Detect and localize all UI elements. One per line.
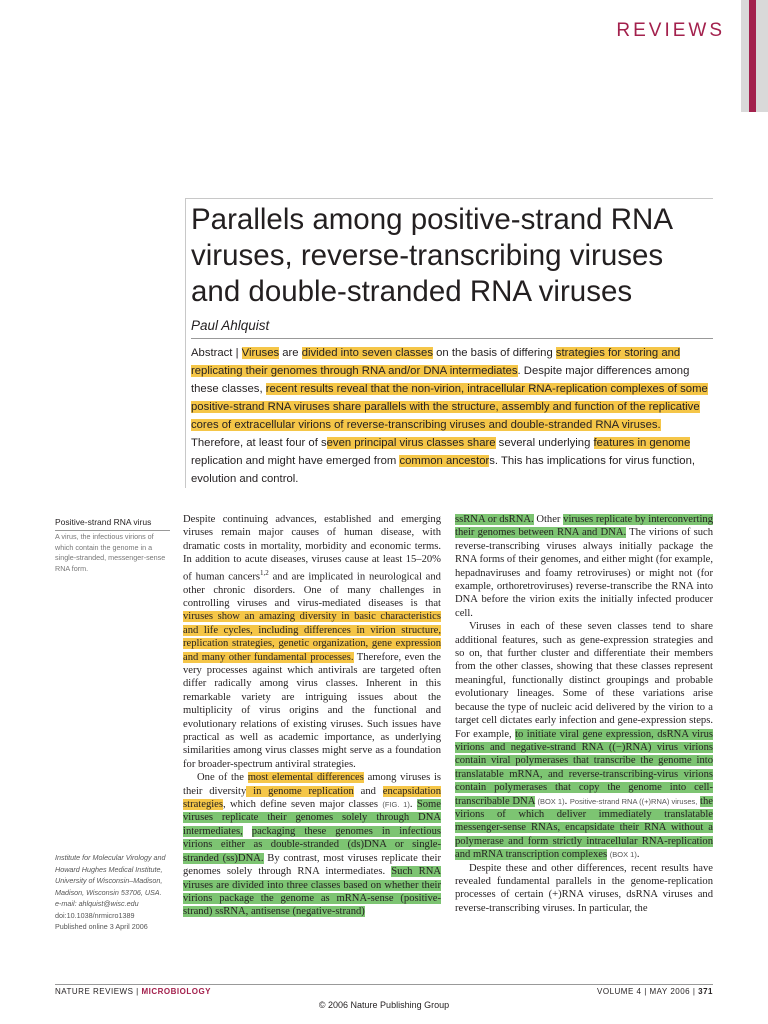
- text-run: .: [409, 799, 417, 811]
- glossary-divider: [55, 530, 170, 531]
- text-run: s. This has implications for virus function, evolution and control.: [191, 455, 696, 485]
- journal-name: [55, 987, 211, 996]
- text-run: Other: [533, 514, 564, 525]
- body-paragraph: [455, 620, 713, 861]
- highlighted-text: strategies for storing and replicating their genomes through RNA and/or DNA intermediates: [191, 347, 681, 377]
- journal-subject: MICROBIOLOGY: [141, 987, 212, 996]
- text-run: The virions of such reverse-transcribing viruses always initially package the RNA forms of their genomes, and either might (for example, hepadnaviruses and foamy retroviruses) or might not (for example, orthoretroviruses) reverse-transcribe the RNA into DNA before the virion exits the initially infected producer cell.: [455, 527, 713, 619]
- text-run: Abstract |: [191, 347, 242, 359]
- footer-divider: [55, 984, 713, 985]
- text-run: Despite these and other differences, recent results have revealed fundamental parallels in the genome-replication processes of certain (+)RNA viruses, dsRNA viruses and reverse-transcribing viruses. In particular, the: [455, 862, 713, 914]
- text-run: 1,2: [260, 568, 269, 577]
- text-run: Therefore, even the very processes against which antivirals are targeted often differ radically among virus classes. Inherent in this remarkable variety are intriguing issues about the multiplicity of virus origins and the functional and evolutionary relations of existing viruses. Such issues have practical as well as academic importance, as underlying similarities among virus classes might serve as a foundation for broader-spectrum antiviral strategies.: [183, 651, 441, 770]
- glossary-definition: A virus, the infectious virions of which contain the genome in a single-stranded, messenger-sense RNA form.: [55, 532, 166, 573]
- text-run: several underlying: [495, 437, 594, 449]
- text-run: One of the: [197, 772, 248, 784]
- highlighted-text: Such RNA viruses are divided into three classes based on whether their virions package the genome as mRNA-sense (positive-strand) ssRNA, antisense (negative-strand): [183, 866, 442, 918]
- highlighted-text: recent results reveal that the non-virion, intracellular RNA-replication complexes of some positive-strand RNA viruses share parallels with the structure, assembly and function of the replicative cores of extracellular virions of reverse-transcribing viruses and double-stranded RNA viruses.: [191, 383, 708, 431]
- body-paragraph: [183, 513, 441, 771]
- section-label: REVIEWS: [616, 20, 725, 41]
- title-frame-left-rule: [185, 198, 186, 488]
- text-run: , which define seven major classes: [223, 799, 383, 811]
- author-email[interactable]: e-mail: ahlquist@wisc.edu: [55, 899, 139, 908]
- glossary-term: Positive-strand RNA virus: [55, 517, 152, 527]
- reference-text: (BOX 1): [537, 796, 565, 806]
- highlighted-text: the virions of which deliver immediately translatable messenger-sense RNAs, encapsidate their RNA without a polymerase and form strictly intracellular RNA-replication and mRNA transcription complexes: [455, 795, 713, 861]
- highlighted-text: to initiate viral gene expression, dsRNA virus virions and negative-strand RNA ((−)RNA) virus virions contain viral polymerases that transcribe the genome into translatable mRNA, and reverse-transcribing-virus virions contain polymerases that copy the genome into cell-transcribable DNA: [455, 728, 714, 807]
- body-column-left: [183, 513, 441, 919]
- page-number: 371: [698, 987, 713, 996]
- body-paragraph: [455, 862, 713, 916]
- reference-text: (BOX 1): [609, 850, 637, 860]
- text-run: are: [279, 347, 302, 359]
- text-run: among viruses is their diversity: [183, 772, 442, 797]
- reference-text: Positive-strand RNA ((+)RNA) viruses,: [569, 796, 698, 806]
- highlighted-text: ssRNA or dsRNA.: [455, 514, 534, 525]
- highlighted-text: viruses replicate by interconverting their genomes between RNA and DNA.: [455, 514, 713, 539]
- text-run: .: [636, 849, 640, 861]
- highlighted-text: viruses show an amazing diversity in basic characteristics and life cycles, including differences in virion structure, replication strategies, genetic organization, gene expression and many other fundamental processes.: [183, 611, 441, 663]
- text-run: on the basis of differing: [432, 347, 556, 359]
- text-run: [243, 826, 252, 837]
- text-run: and are implicated in neurological and other chronic disorders. One of many challenges in controlling viruses and virus-mediated diseases is that: [183, 571, 441, 609]
- journal-separator: |: [133, 987, 142, 996]
- body-paragraph: [455, 513, 713, 620]
- journal-title: NATURE REVIEWS: [55, 987, 134, 996]
- title-frame-top-rule: [185, 198, 713, 199]
- text-run: and: [353, 785, 383, 797]
- text-run: replication and might have emerged from: [191, 455, 400, 467]
- highlighted-text: Some viruses replicate their genomes solely through DNA intermediates,: [183, 799, 441, 837]
- text-run: By contrast, most viruses replicate their genomes solely through RNA intermediates.: [183, 852, 441, 878]
- author-divider: [191, 338, 713, 339]
- article-doi[interactable]: doi:10.1038/nrmicro1389: [55, 910, 135, 920]
- volume-info: [520, 987, 713, 996]
- highlighted-text: most elemental differences: [247, 772, 364, 784]
- article-title: Parallels among positive-strand RNA viruses, reverse-transcribing viruses and double-stranded RNA viruses: [191, 203, 672, 308]
- page-edge-accent: [749, 0, 756, 112]
- highlighted-text: even principal virus classes share: [326, 437, 496, 449]
- volume-date: VOLUME 4 | MAY 2006 |: [597, 987, 699, 996]
- highlighted-text: packaging these genomes in infectious virions either as double-stranded (ds)DNA or single-stranded (ss)DNA.: [183, 825, 441, 864]
- affiliation-text: Institute for Molecular Virology and Howard Hughes Medical Institute, University of Wisconsin–Madison, Madison, Wisconsin 53706, USA.: [55, 853, 166, 897]
- highlighted-text: encapsidation strategies: [183, 785, 441, 811]
- text-run: . Despite major differences among these classes,: [191, 365, 690, 395]
- highlighted-text: in genome replication: [246, 785, 354, 797]
- body-paragraph: [183, 771, 441, 918]
- reference-text: (FIG. 1): [382, 800, 410, 810]
- text-run: Despite continuing advances, established and emerging viruses remain major causes of human disease, with dramatic costs in mortality, morbidity and economic terms. In addition to acute diseases, viruses cause at least 15–20% of human cancers: [183, 514, 441, 583]
- highlighted-text: features in genome: [593, 437, 691, 449]
- author-affiliation: [55, 852, 173, 933]
- highlighted-text: divided into seven classes: [301, 347, 433, 359]
- text-run: Therefore, at least four of s: [191, 437, 327, 449]
- highlighted-text: common ancestor: [399, 455, 490, 467]
- text-run: .: [564, 795, 570, 807]
- copyright-notice: © 2006 Nature Publishing Group: [318, 1000, 450, 1010]
- body-column-right: [455, 513, 713, 915]
- publication-date: Published online 3 April 2006: [55, 922, 148, 931]
- text-run: Viruses in each of these seven classes tend to share additional features, such as gene-expression strategies and so on, that further cluster and differentiate their members from the other classes, showing that these classes represent meaningful, functionally distinct groupings and probable evolutionary lineages. Some of these variations arise because the type of nucleic acid delivered by the virion to a target cell dictates early infection and gene-expression steps. For example,: [455, 621, 713, 740]
- article-author: Paul Ahlquist: [191, 318, 270, 333]
- highlighted-text: Viruses: [241, 347, 280, 359]
- abstract-paragraph: [191, 344, 713, 488]
